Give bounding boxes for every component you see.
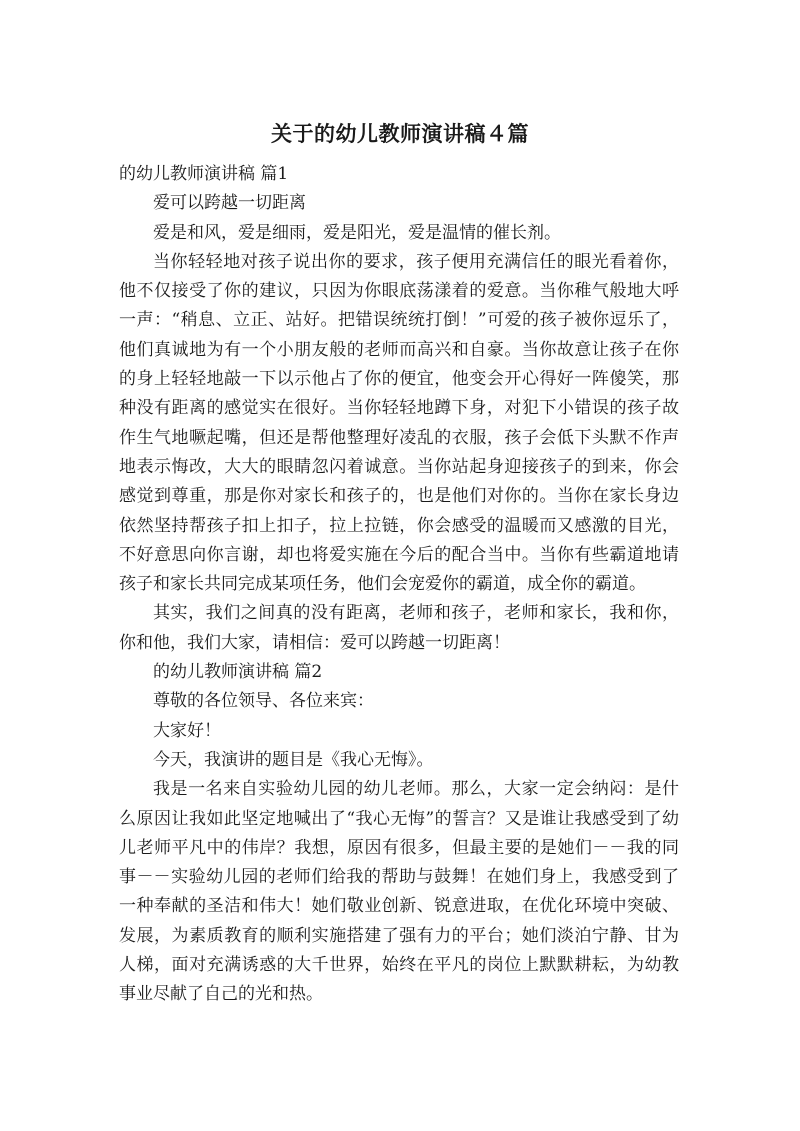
paragraph: 大家好！ — [153, 720, 221, 741]
section-heading-2: 的幼儿教师演讲稿 篇2 — [153, 662, 323, 683]
paragraph: 今天，我演讲的题目是《我心无悔》。 — [153, 749, 434, 770]
section-heading-1: 的幼儿教师演讲稿 篇1 — [119, 164, 289, 184]
paragraph: 当你轻轻地对孩子说出你的要求，孩子便用充满信任的眼光看着你，他不仅接受了你的建议，只因为你眼底荡漾着的爱意。当你稚气般地大呼一声：“稍息、立正、站好。把错误统统打倒！”可爱的孩子被你逗乐了，他们真诚地为有一个小朋友般的老师而高兴和自豪。当你故意让孩子在你的身上轻轻地敲一下以示他占了你的便宜，他变会开心得好一阵傻笑，那种没有距离的感觉实在很好。当你轻轻地蹲下身，对犯下小错误的孩子故作生气地噘起嘴，但还是帮他整理好凌乱的衣服，孩子会低下头默不作声地表示悔改，大大的眼睛忽闪着诚意。当你站起身迎接孩子的到来，你会感觉到尊重，那是你对家长和孩子的，也是他们对你的。当你在家长身边依然坚持帮孩子扣上扣子，拉上拉链，你会感受的温暖而又感激的目光，不好意思向你言谢，却也将爱实施在今后的配合当中。当你有些霸道地请孩子和家长共同完成某项任务，他们会宠爱你的霸道，成全你的霸道。 — [119, 251, 679, 595]
paragraph: 尊敬的各位领导、各位来宾： — [153, 691, 374, 712]
paragraph: 爱是和风，爱是细雨，爱是阳光，爱是温情的催长剂。 — [153, 222, 561, 243]
paragraph: 我是一名来自实验幼儿园的幼儿老师。那么，大家一定会纳闷：是什么原因让我如此坚定地喊出了“我心无悔”的誓言？又是谁让我感受到了幼儿老师平凡中的伟岸？我想，原因有很多，但最主要的是她们－－我的同事－－实验幼儿园的老师们给我的帮助与鼓舞！在她们身上，我感受到了一种奉献的圣洁和伟大！她们敬业创新、锐意进取，在优化环境中突破、发展，为素质教育的顺利实施搭建了强有力的平台；她们淡泊宁静、甘为人梯，面对充满诱惑的大千世界，始终在平凡的岗位上默默耕耘，为幼教事业尽献了自己的光和热。 — [119, 779, 679, 1005]
paragraph: 其实，我们之间真的没有距离，老师和孩子，老师和家长，我和你，你和他，我们大家，请相信：爱可以跨越一切距离！ — [119, 603, 679, 653]
document-body — [119, 160, 679, 1010]
paragraph: 爱可以跨越一切距离 — [153, 193, 306, 214]
document-title: 关于的幼儿教师演讲稿４篇 — [271, 122, 529, 146]
